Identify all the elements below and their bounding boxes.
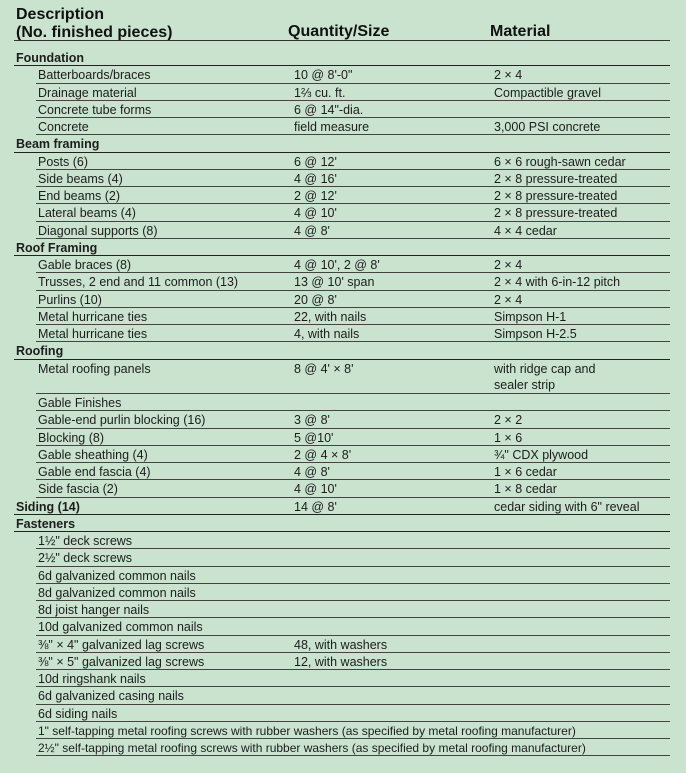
quantity-cell: 2 @ 12' [294,189,337,203]
description-cell: 10d galvanized common nails [38,620,203,635]
table-row [0,480,686,497]
quantity-cell: 48, with washers [294,637,388,652]
quantity-cell: 13 @ 10' span [294,275,375,290]
description-header [16,6,172,42]
material-cell: cedar siding with 6" reveal [494,499,640,514]
material-cell: 6 × 6 rough-sawn cedar [494,154,626,169]
material-cell: 2 × 2 [494,413,523,428]
description-cell: 1" self-tapping metal roofing screws with rubber washers (as specified by metal roofing manufacturer) [38,723,576,738]
table-row [0,308,686,325]
table-row [0,670,686,687]
table-row [0,601,686,618]
table-row [0,291,686,308]
table-row [0,653,686,670]
table-row [0,463,686,480]
quantity-cell: 1⅔ cu. ft. [294,85,346,100]
table-row [0,584,686,601]
section-row [0,515,686,532]
description-cell: 6d galvanized common nails [38,568,196,583]
description-cell: 2½" self-tapping metal roofing screws with rubber washers (as specified by metal roofing manufacturer) [38,741,586,755]
table-row [0,549,686,566]
table-row [0,66,686,83]
material-cell: 2 × 8 pressure-treated [494,171,618,186]
table-row [0,118,686,135]
material-cell: 2 × 4 [494,68,523,83]
description-cell: Gable Finishes [38,396,122,410]
quantity-cell: 6 @ 12' [294,154,337,169]
quantity-cell: 20 @ 8' [294,292,337,307]
quantity-cell: 4 @ 10' [294,206,337,221]
section-title: Roof Framing [16,240,98,255]
material-cell [494,361,595,393]
quantity-cell: 5 @10' [294,430,334,445]
table-row [0,84,686,101]
description-cell: Posts (6) [38,154,89,169]
material-cell: 1 × 6 cedar [494,465,557,479]
section-row [0,498,686,515]
description-header-line2: (No. finished pieces) [16,24,173,41]
header-rule [14,40,670,41]
material-cell: 1 × 8 cedar [494,482,557,497]
quantity-cell: 4 @ 16' [294,171,337,186]
description-cell: 1½" deck screws [38,534,133,548]
description-cell: Metal hurricane ties [38,309,148,324]
description-cell: Concrete tube forms [38,102,152,117]
description-cell: End beams (2) [38,189,120,203]
description-cell: Trusses, 2 end and 11 common (13) [38,275,239,290]
section-row [0,239,686,256]
table-row [0,739,686,756]
table-row [0,687,686,704]
table-row [0,532,686,549]
table-row [0,722,686,739]
description-cell: Diagonal supports (8) [38,223,158,238]
table-row [0,705,686,722]
table-row [0,446,686,463]
material-cell: 3,000 PSI concrete [494,120,601,134]
quantity-cell: 4 @ 8' [294,223,330,238]
table-row [0,325,686,342]
description-cell: Drainage material [38,85,137,100]
table-row [0,360,686,395]
table-row [0,411,686,428]
section-row [0,49,686,66]
table-row [0,204,686,221]
description-cell: Concrete [38,120,89,134]
quantity-cell: 4, with nails [294,327,360,341]
description-cell: Blocking (8) [38,430,104,445]
description-cell: 8d galvanized common nails [38,585,196,600]
description-cell: Gable sheathing (4) [38,447,148,462]
section-title: Beam framing [16,137,100,152]
description-cell: Metal hurricane ties [38,327,148,341]
description-cell: Side beams (4) [38,171,123,186]
description-cell: Gable end fascia (4) [38,465,151,479]
quantity-cell: 10 @ 8'-0" [294,68,353,83]
description-cell: Side fascia (2) [38,482,118,497]
description-cell: 2½" deck screws [38,551,133,566]
table-row [0,394,686,411]
materials-table [0,49,686,756]
material-cell: 2 × 4 [494,292,523,307]
description-header-line1: Description [16,6,105,23]
material-cell: Simpson H-1 [494,309,567,324]
description-cell: ⅜" × 5" galvanized lag screws [38,654,205,669]
material-cell: Compactible gravel [494,85,601,100]
material-cell-line1: with ridge cap and [494,361,596,376]
table-row [0,618,686,635]
material-cell: 2 × 8 pressure-treated [494,189,618,203]
quantity-cell: 12, with washers [294,654,388,669]
description-cell: 6d siding nails [38,706,118,721]
material-cell: 2 × 8 pressure-treated [494,206,618,221]
material-cell: 2 × 4 [494,258,523,272]
quantity-cell: 14 @ 8' [294,499,337,514]
section-title: Roofing [16,344,64,359]
description-cell: Purlins (10) [38,292,102,307]
quantity-cell: 22, with nails [294,309,367,324]
section-row [0,342,686,359]
quantity-cell: 6 @ 14"-dia. [294,102,364,117]
description-cell: Lateral beams (4) [38,206,136,221]
table-row [0,101,686,118]
section-title: Siding (14) [16,499,80,514]
material-header: Material [490,23,551,40]
quantity-cell: 2 @ 4 × 8' [294,447,352,462]
description-cell: 10d ringshank nails [38,672,146,686]
material-cell-line2: sealer strip [494,377,556,392]
table-row [0,567,686,584]
table-row [0,170,686,187]
description-cell: Metal roofing panels [38,361,151,376]
table-row [0,187,686,204]
material-cell: 2 × 4 with 6-in-12 pitch [494,275,621,290]
table-row [0,256,686,273]
quantity-cell: 3 @ 8' [294,413,330,428]
material-cell: 4 × 4 cedar [494,223,557,238]
table-row [0,273,686,290]
description-cell: ⅜" × 4" galvanized lag screws [38,637,205,652]
table-row [0,153,686,170]
description-cell: 6d galvanized casing nails [38,689,184,704]
description-cell: Batterboards/braces [38,68,151,83]
row-rule [36,755,670,756]
quantity-cell: 4 @ 10', 2 @ 8' [294,258,380,272]
description-cell: Gable braces (8) [38,258,132,272]
description-cell: Gable-end purlin blocking (16) [38,413,206,428]
quantity-cell: 4 @ 8' [294,465,330,479]
quantity-cell: field measure [294,120,370,134]
table-row [0,429,686,446]
section-row [0,135,686,152]
section-title: Foundation [16,51,85,65]
quantity-cell: 8 @ 4' × 8' [294,361,354,376]
material-cell: Simpson H-2.5 [494,327,577,341]
quantity-header: Quantity/Size [288,23,390,40]
table-row [0,636,686,653]
section-title: Fasteners [16,516,76,531]
material-cell: 1 × 6 [494,430,523,445]
description-cell: 8d joist hanger nails [38,603,150,617]
table-row [0,222,686,239]
quantity-cell: 4 @ 10' [294,482,337,497]
material-cell: ¾" CDX plywood [494,447,589,462]
